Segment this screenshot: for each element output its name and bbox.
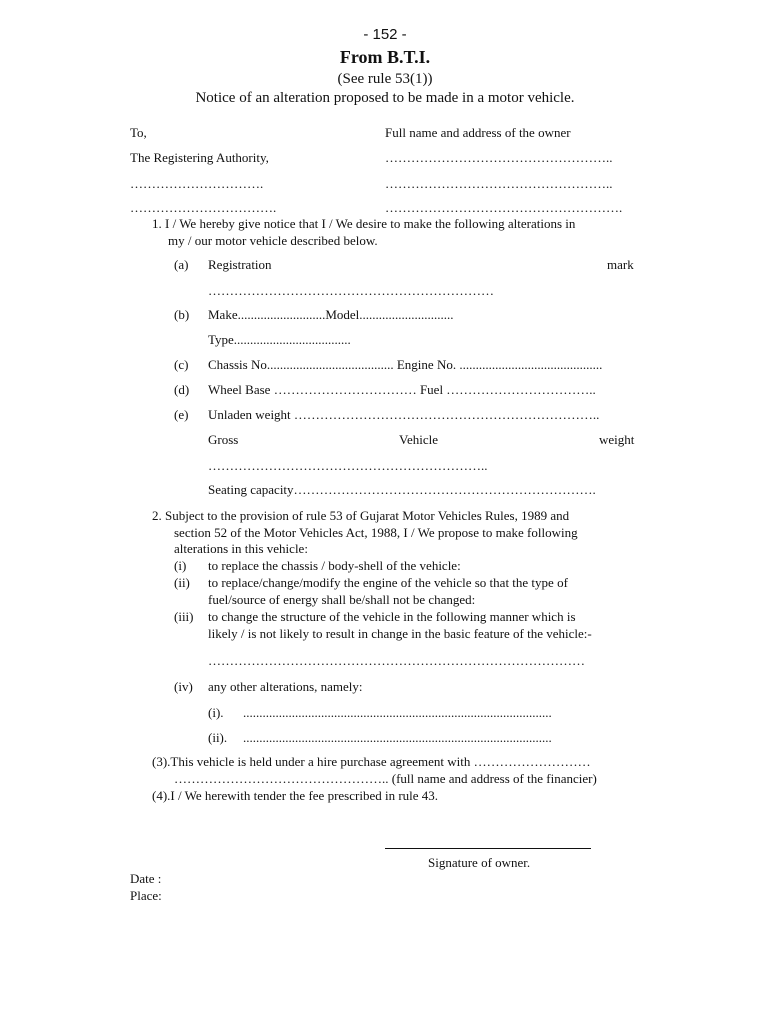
- item-e-marker: (e): [174, 407, 189, 422]
- notice-title: Notice of an alteration proposed to be made in a motor vehicle.: [195, 90, 575, 106]
- form-title: From B.T.I.: [339, 47, 431, 67]
- registering-authority: The Registering Authority,: [130, 150, 269, 165]
- section-2-line-2: section 52 of the Motor Vehicles Act, 1988, I / We propose to make following: [174, 525, 578, 540]
- alteration-iii-line-1: to change the structure of the vehicle in the following manner which is: [208, 609, 576, 624]
- section-1-line-1: 1. I / We hereby give notice that I / We desire to make the following alterations in: [152, 216, 576, 231]
- other-alteration-ii-field[interactable]: ...............................................................................................: [243, 730, 552, 745]
- make-model-field[interactable]: Make...........................Model.............................: [208, 307, 454, 322]
- signature-label: Signature of owner.: [428, 855, 531, 870]
- gross-vehicle-weight-field[interactable]: ………………………………………………………..: [208, 458, 488, 473]
- alteration-ii-marker: (ii): [174, 575, 190, 590]
- gross-label: Gross: [208, 432, 239, 447]
- alteration-iv-text: any other alterations, namely:: [208, 679, 363, 694]
- section-2-line-1: 2. Subject to the provision of rule 53 of Gujarat Motor Vehicles Rules, 1989 and: [152, 508, 570, 523]
- weight-label: weight: [599, 432, 635, 447]
- alteration-iii-marker: (iii): [174, 609, 194, 624]
- authority-address-line-2[interactable]: …………………………….: [130, 200, 277, 215]
- hire-purchase-line-1[interactable]: (3).This vehicle is held under a hire purchase agreement with ………………………: [152, 754, 591, 769]
- page-number: - 152 -: [363, 26, 407, 43]
- registration-mark-field[interactable]: …………………………………………………………: [208, 283, 494, 298]
- other-alteration-i-marker: (i).: [208, 705, 224, 720]
- other-alteration-i-field[interactable]: ...............................................................................................: [243, 705, 552, 720]
- other-alteration-ii-marker: (ii).: [208, 730, 228, 745]
- alteration-iii-line-2: likely / is not likely to result in change in the basic feature of the vehicle:-: [208, 626, 592, 641]
- wheelbase-fuel-field[interactable]: Wheel Base …………………………… Fuel ……………………………..: [208, 382, 596, 397]
- alteration-ii-line-1: to replace/change/modify the engine of the vehicle so that the type of: [208, 575, 568, 590]
- owner-address-line-2[interactable]: ……………………………………………..: [385, 176, 613, 191]
- authority-address-line-1[interactable]: ………………………….: [130, 176, 264, 191]
- section-1-line-2: my / our motor vehicle described below.: [168, 233, 378, 248]
- item-b-marker: (b): [174, 307, 190, 322]
- registration-mark-label: mark: [607, 257, 634, 272]
- date-label: Date :: [130, 871, 162, 886]
- owner-label: Full name and address of the owner: [385, 125, 571, 140]
- chassis-engine-field[interactable]: Chassis No....................................... Engine No. ............................................: [208, 357, 603, 372]
- item-c-marker: (c): [174, 357, 189, 372]
- alteration-i-text: to replace the chassis / body-shell of the vehicle:: [208, 558, 461, 573]
- item-a-marker: (a): [174, 257, 189, 272]
- registration-label: Registration: [208, 257, 272, 272]
- unladen-weight-field[interactable]: Unladen weight ……………………………………………………………..: [208, 407, 600, 422]
- alteration-ii-line-2: fuel/source of energy shall be/shall not be changed:: [208, 592, 476, 607]
- alteration-iv-marker: (iv): [174, 679, 193, 694]
- owner-address-line-1[interactable]: ……………………………………………..: [385, 150, 613, 165]
- to-label: To,: [130, 125, 147, 140]
- owner-address-line-3[interactable]: ……………………………………………….: [385, 200, 623, 215]
- hire-purchase-line-2[interactable]: ………………………………………….. (full name and address of the financier): [174, 771, 597, 786]
- alteration-i-marker: (i): [174, 558, 187, 573]
- seating-capacity-field[interactable]: Seating capacity…………………………………………………………….: [208, 482, 596, 497]
- place-label: Place:: [130, 888, 162, 903]
- section-2-line-3: alterations in this vehicle:: [174, 541, 308, 556]
- fee-declaration: (4).I / We herewith tender the fee prescribed in rule 43.: [152, 788, 439, 803]
- rule-reference: (See rule 53(1)): [337, 71, 433, 87]
- vehicle-label: Vehicle: [399, 432, 438, 447]
- signature-line[interactable]: [385, 848, 591, 849]
- alteration-iii-field[interactable]: ……………………………………………………………………………: [208, 653, 585, 668]
- item-d-marker: (d): [174, 382, 190, 397]
- type-field[interactable]: Type....................................: [208, 332, 351, 347]
